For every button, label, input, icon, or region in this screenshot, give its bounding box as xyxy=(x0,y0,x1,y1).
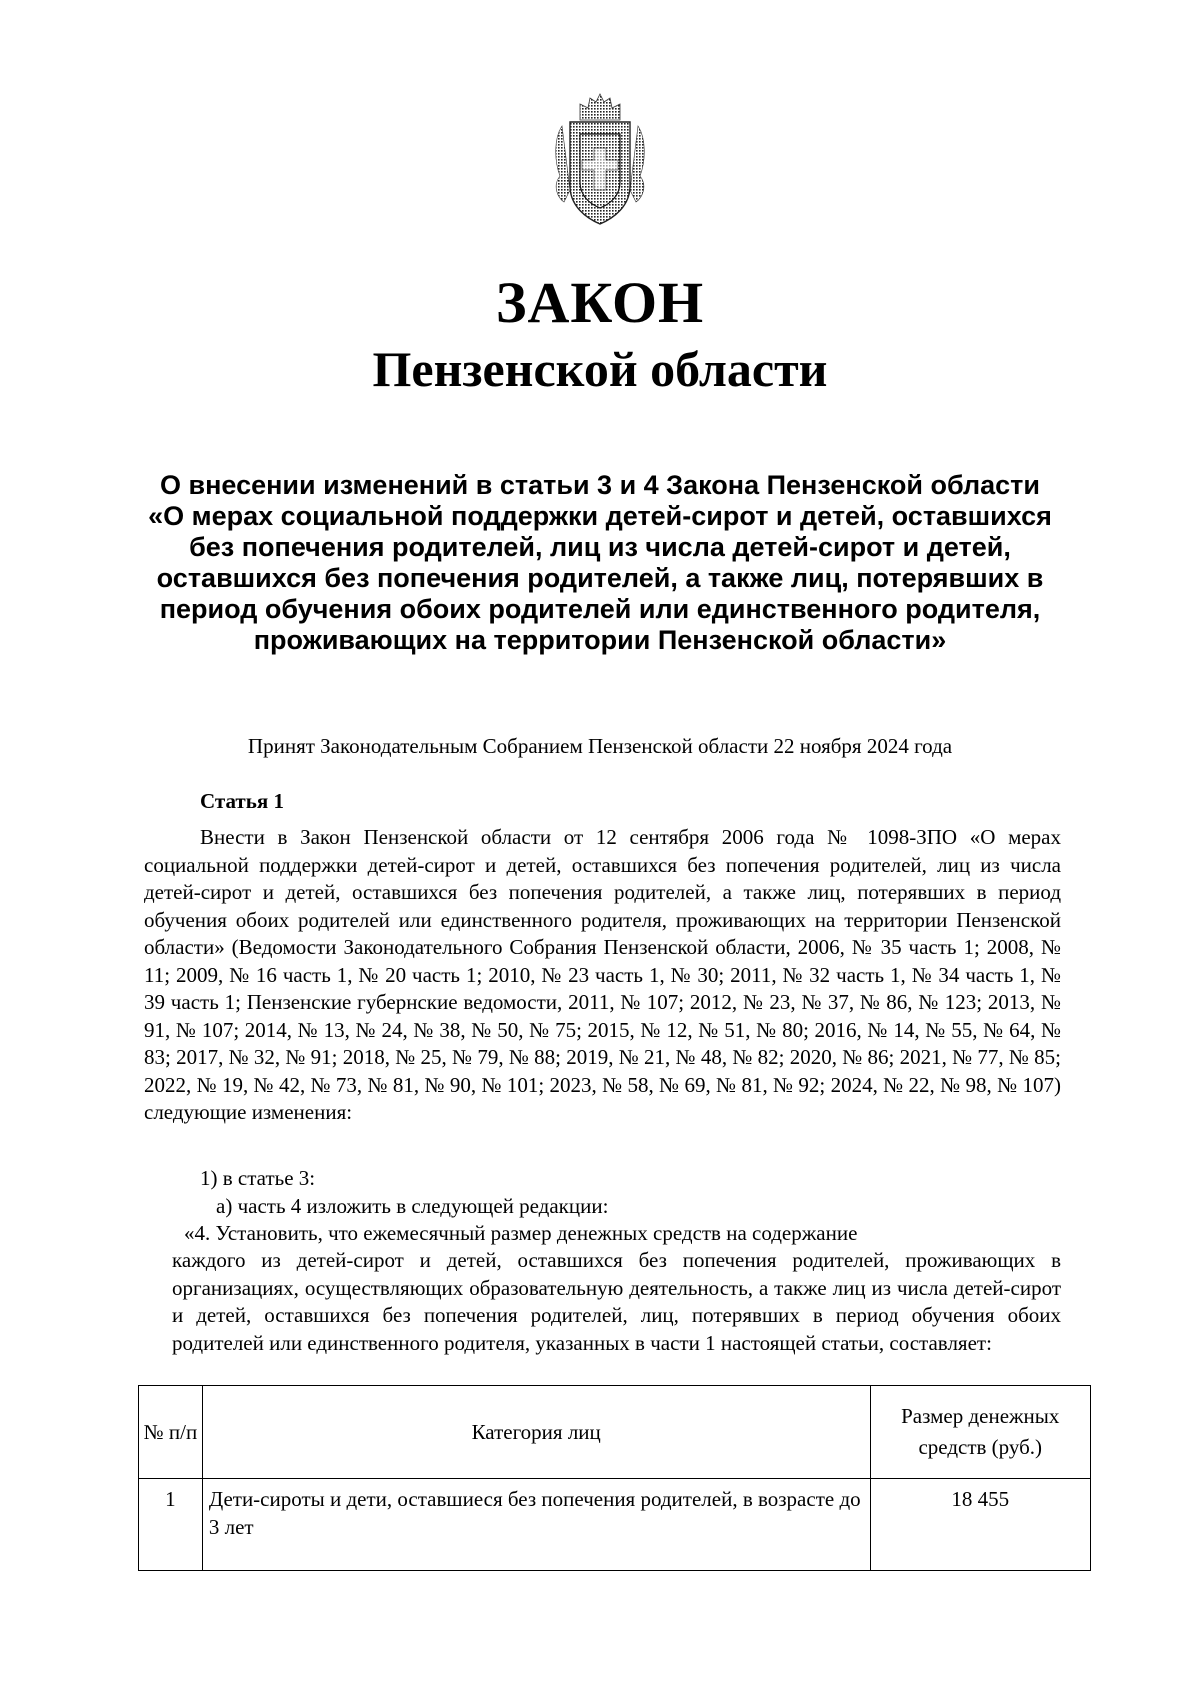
column-header-amount: Размер денежных средств (руб.) xyxy=(870,1386,1090,1479)
cell-amount: 18 455 xyxy=(870,1479,1090,1571)
column-header-category: Категория лиц xyxy=(202,1386,870,1479)
cell-number: 1 xyxy=(139,1479,203,1571)
article-heading: Статья 1 xyxy=(200,789,284,813)
adoption-line: Принят Законодательным Собранием Пензенской области 22 ноября 2024 года xyxy=(247,734,953,758)
coat-of-arms-emblem-icon xyxy=(540,90,660,230)
document-title: ЗАКОН xyxy=(495,270,705,335)
article-paragraph: Внести в Закон Пензенской области от 12 сентября 2006 года № 1098-ЗПО «О мерах социальной поддержки детей-сирот и детей, оставшихся без попечения родителей, лиц из числа детей-сирот и детей, оставшихся без попечения родителей, а также лиц, потерявших в период обучения обоих родителей или единственного родителя, проживающих на территории Пензенской области» (Ведомости Законодательного Собрания Пензенской области, 2006, № 35 часть 1; 2008, № 11; 2009, № 16 часть 1, № 20 часть 1; 2010, № 23 часть 1, № 30; 2011, № 32 часть 1, № 34 часть 1, № 39 часть 1; Пензенские губернские ведомости, 2011, № 107; 2012, № 23, № 37, № 86, № 123; 2013, № 91, № 107; 2014, № 13, № 24, № 38, № 50, № 75; 2015, № 12, № 51, № 80; 2016, № 14, № 55, № 64, № 83; 2017, № 32, № 91; 2018, № 25, № 79, № 88; 2019, № 21, № 48, № 82; 2020, № 86; 2021, № 77, № 85; 2022, № 19, № 42, № 73, № 81, № 90, № 101; 2023, № 58, № 69, № 81, № 92; 2024, № 22, № 98, № 107) следующие изменения: xyxy=(144,825,1061,1124)
document-region: Пензенской области xyxy=(372,341,828,397)
list-item-1: 1) в статье 3: xyxy=(200,1166,316,1190)
law-subject: О внесении изменений в статьи 3 и 4 Закона Пензенской области «О мерах социальной поддержки детей-сирот и детей, оставшихся без попечения родителей, лиц из числа детей-сирот и детей, оставшихся без попечения родителей, а также лиц, потерявших в период обучения обоих родителей или единственного родителя, проживающих на территории Пензенской области» xyxy=(148,470,1052,655)
quoted-text-rest: каждого из детей-сирот и детей, оставшихся без попечения родителей, проживающих в организациях, осуществляющих образовательную деятельность, а также лиц из числа детей-сирот и детей, оставшихся без попечения родителей, лиц, потерявших в период обучения обоих родителей или единственного родителя, указанных в части 1 настоящей статьи, составляет: xyxy=(172,1248,1061,1355)
list-item-1a: а) часть 4 изложить в следующей редакции: xyxy=(216,1194,609,1218)
column-header-number: № п/п xyxy=(139,1386,203,1479)
table-row xyxy=(139,1479,1091,1571)
cell-category: Дети-сироты и дети, оставшиеся без попечения родителей, в возрасте до 3 лет xyxy=(202,1479,870,1571)
benefits-table xyxy=(138,1385,1091,1571)
quoted-text-first-line: «4. Установить, что ежемесячный размер денежных средств на содержание xyxy=(184,1221,858,1245)
table-header-row xyxy=(139,1386,1091,1479)
